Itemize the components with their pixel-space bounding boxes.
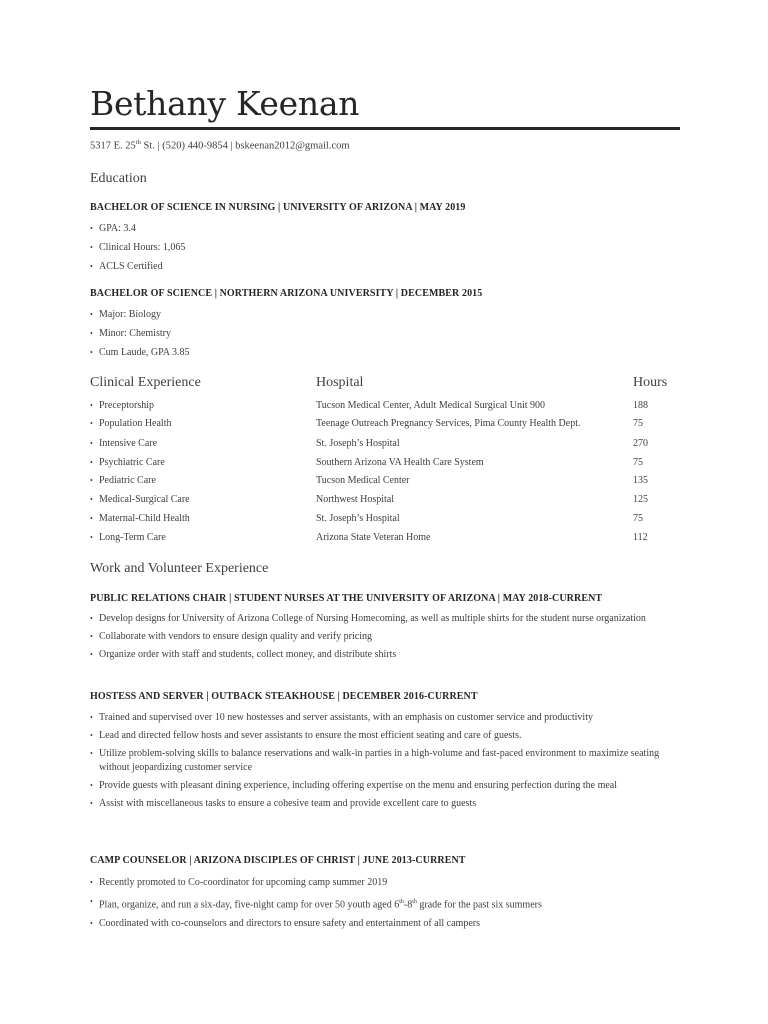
clinical-hospital: Teenage Outreach Pregnancy Services, Pima County Health Dept. — [316, 418, 581, 429]
bullet: • — [90, 458, 93, 467]
bullet: • — [90, 650, 93, 659]
contact-line — [90, 139, 350, 152]
clinical-row — [90, 438, 690, 456]
clinical-hours: 270 — [633, 438, 648, 449]
clinical-experience: Pediatric Care — [99, 475, 156, 486]
list-item: • Cum Laude, GPA 3.85 — [90, 347, 190, 358]
clinical-hospital: St. Joseph’s Hospital — [316, 438, 400, 449]
clinical-hours: 112 — [633, 532, 648, 543]
clinical-experience: Long-Term Care — [99, 532, 166, 543]
list-item: • ACLS Certified — [90, 261, 163, 272]
clinical-hours: 75 — [633, 513, 643, 524]
clinical-experience: Psychiatric Care — [99, 457, 165, 468]
clinical-hours: 188 — [633, 400, 648, 411]
clinical-hospital: Tucson Medical Center, Adult Medical Surgical Unit 900 — [316, 400, 546, 411]
list-item: • GPA: 3.4 — [90, 223, 136, 234]
list-item: • Organize order with staff and students, collect money, and distribute shirts — [90, 649, 397, 660]
clinical-row — [90, 532, 690, 550]
bullet: • — [90, 632, 93, 641]
list-item: • Assist with miscellaneous tasks to ensure a cohesive team and provide excellent care to guests — [90, 798, 477, 809]
clinical-hospital: Northwest Hospital — [316, 494, 395, 505]
degree-title: BACHELOR OF SCIENCE | NORTHERN ARIZONA UNIVERSITY | DECEMBER 2015 — [90, 288, 483, 299]
clinical-hours: 125 — [633, 494, 648, 505]
clinical-hospital: Southern Arizona VA Health Care System — [316, 457, 484, 468]
bullet: • — [90, 514, 93, 523]
clinical-experience: Intensive Care — [99, 438, 158, 449]
bullet: • — [90, 476, 93, 485]
list-item: • Utilize problem-solving skills to balance reservations and walk-in parties in a high-volume and fast-paced environment to maximize seating without jeopardizing customer service — [90, 748, 660, 773]
clinical-row — [90, 494, 690, 512]
degree-details-list — [90, 222, 690, 274]
clinical-row — [90, 457, 690, 475]
bullet: • — [90, 749, 93, 758]
list-item: • Trained and supervised over 10 new hostesses and server assistants, with an emphasis on customer service and productivity — [90, 712, 593, 723]
clinical-hours: 75 — [633, 418, 643, 429]
bullet: • — [90, 329, 93, 338]
hospital-heading: Hospital — [316, 375, 364, 390]
bullet: • — [90, 262, 93, 271]
contact-rest: St. | (520) 440-9854 | bskeenan2012@gmail.com — [140, 140, 350, 152]
bullet: • — [90, 799, 93, 808]
hours-heading: Hours — [633, 375, 668, 390]
bullet: • — [90, 401, 93, 410]
list-item: • Provide guests with pleasant dining experience, including offering expertise on the menu and ensuring perfection during the meal — [90, 780, 618, 791]
list-item: • Develop designs for University of Arizona College of Nursing Homecoming, as well as multiple shirts for the student nurse organization — [90, 613, 646, 624]
list-item: • Recently promoted to Co-coordinator for upcoming camp summer 2019 — [90, 877, 388, 888]
clinical-row — [90, 400, 690, 418]
bullet: • — [90, 731, 93, 740]
clinical-experience: Maternal-Child Health — [99, 513, 190, 524]
clinical-experience: Medical-Surgical Care — [99, 494, 190, 505]
degree-title: BACHELOR OF SCIENCE IN NURSING | UNIVERSITY OF ARIZONA | MAY 2019 — [90, 202, 466, 213]
bullet: • — [90, 614, 93, 623]
bullet: • — [90, 781, 93, 790]
bullet: • — [90, 897, 93, 906]
list-item: • Minor: Chemistry — [90, 328, 171, 339]
job-title: HOSTESS AND SERVER | OUTBACK STEAKHOUSE | DECEMBER 2016-CURRENT — [90, 691, 478, 702]
list-item: • Coordinated with co-counselors and directors to ensure safety and entertainment of all campers — [90, 918, 480, 930]
bullet: • — [90, 310, 93, 319]
address-prefix: 5317 E. 25 — [90, 140, 136, 152]
clinical-hospital: Arizona State Veteran Home — [316, 532, 431, 543]
clinical-experience-heading: Clinical Experience — [90, 375, 201, 390]
job-title: CAMP COUNSELOR | ARIZONA DISCIPLES OF CHRIST | JUNE 2013-CURRENT — [90, 855, 466, 866]
clinical-experience: Population Health — [99, 418, 172, 429]
clinical-hospital: Tucson Medical Center — [316, 475, 410, 486]
clinical-row — [90, 418, 690, 436]
bullet: • — [90, 224, 93, 233]
bullet: • — [90, 419, 93, 428]
bullet: • — [90, 439, 93, 448]
job-title: PUBLIC RELATIONS CHAIR | STUDENT NURSES AT THE UNIVERSITY OF ARIZONA | MAY 2018-CURRENT — [90, 593, 603, 604]
candidate-name: Bethany Keenan — [90, 84, 360, 123]
bullet: • — [90, 878, 93, 887]
bullet: • — [90, 533, 93, 542]
list-item: • Collaborate with vendors to ensure design quality and verify pricing — [90, 631, 372, 642]
bullet: • — [90, 495, 93, 504]
bullet: • — [90, 348, 93, 357]
bullet: • — [90, 919, 93, 929]
bullet: • — [90, 713, 93, 722]
list-item: • Plan, organize, and run a six-day, five-night camp for over 50 youth aged 6th-8th grade for the past six summers — [90, 897, 542, 911]
job-duties-list — [90, 876, 690, 931]
clinical-experience: Preceptorship — [99, 400, 154, 411]
bullet: • — [90, 243, 93, 252]
job-duties-list — [90, 711, 690, 811]
clinical-hours: 135 — [633, 475, 648, 486]
list-item: • Clinical Hours: 1,065 — [90, 242, 186, 253]
clinical-hours: 75 — [633, 457, 643, 468]
list-item: • Major: Biology — [90, 309, 161, 320]
list-item: • Lead and directed fellow hosts and sever assistants to ensure the most efficient seating and care of guests. — [90, 730, 522, 741]
address-sup: th — [135, 139, 141, 146]
work-heading: Work and Volunteer Experience — [90, 561, 269, 576]
clinical-hospital: St. Joseph’s Hospital — [316, 513, 400, 524]
clinical-row — [90, 475, 690, 493]
job-duties-list — [90, 612, 690, 662]
degree-details-list — [90, 308, 690, 360]
education-heading: Education — [90, 171, 147, 186]
header-rule — [90, 127, 680, 130]
clinical-row — [90, 513, 690, 531]
